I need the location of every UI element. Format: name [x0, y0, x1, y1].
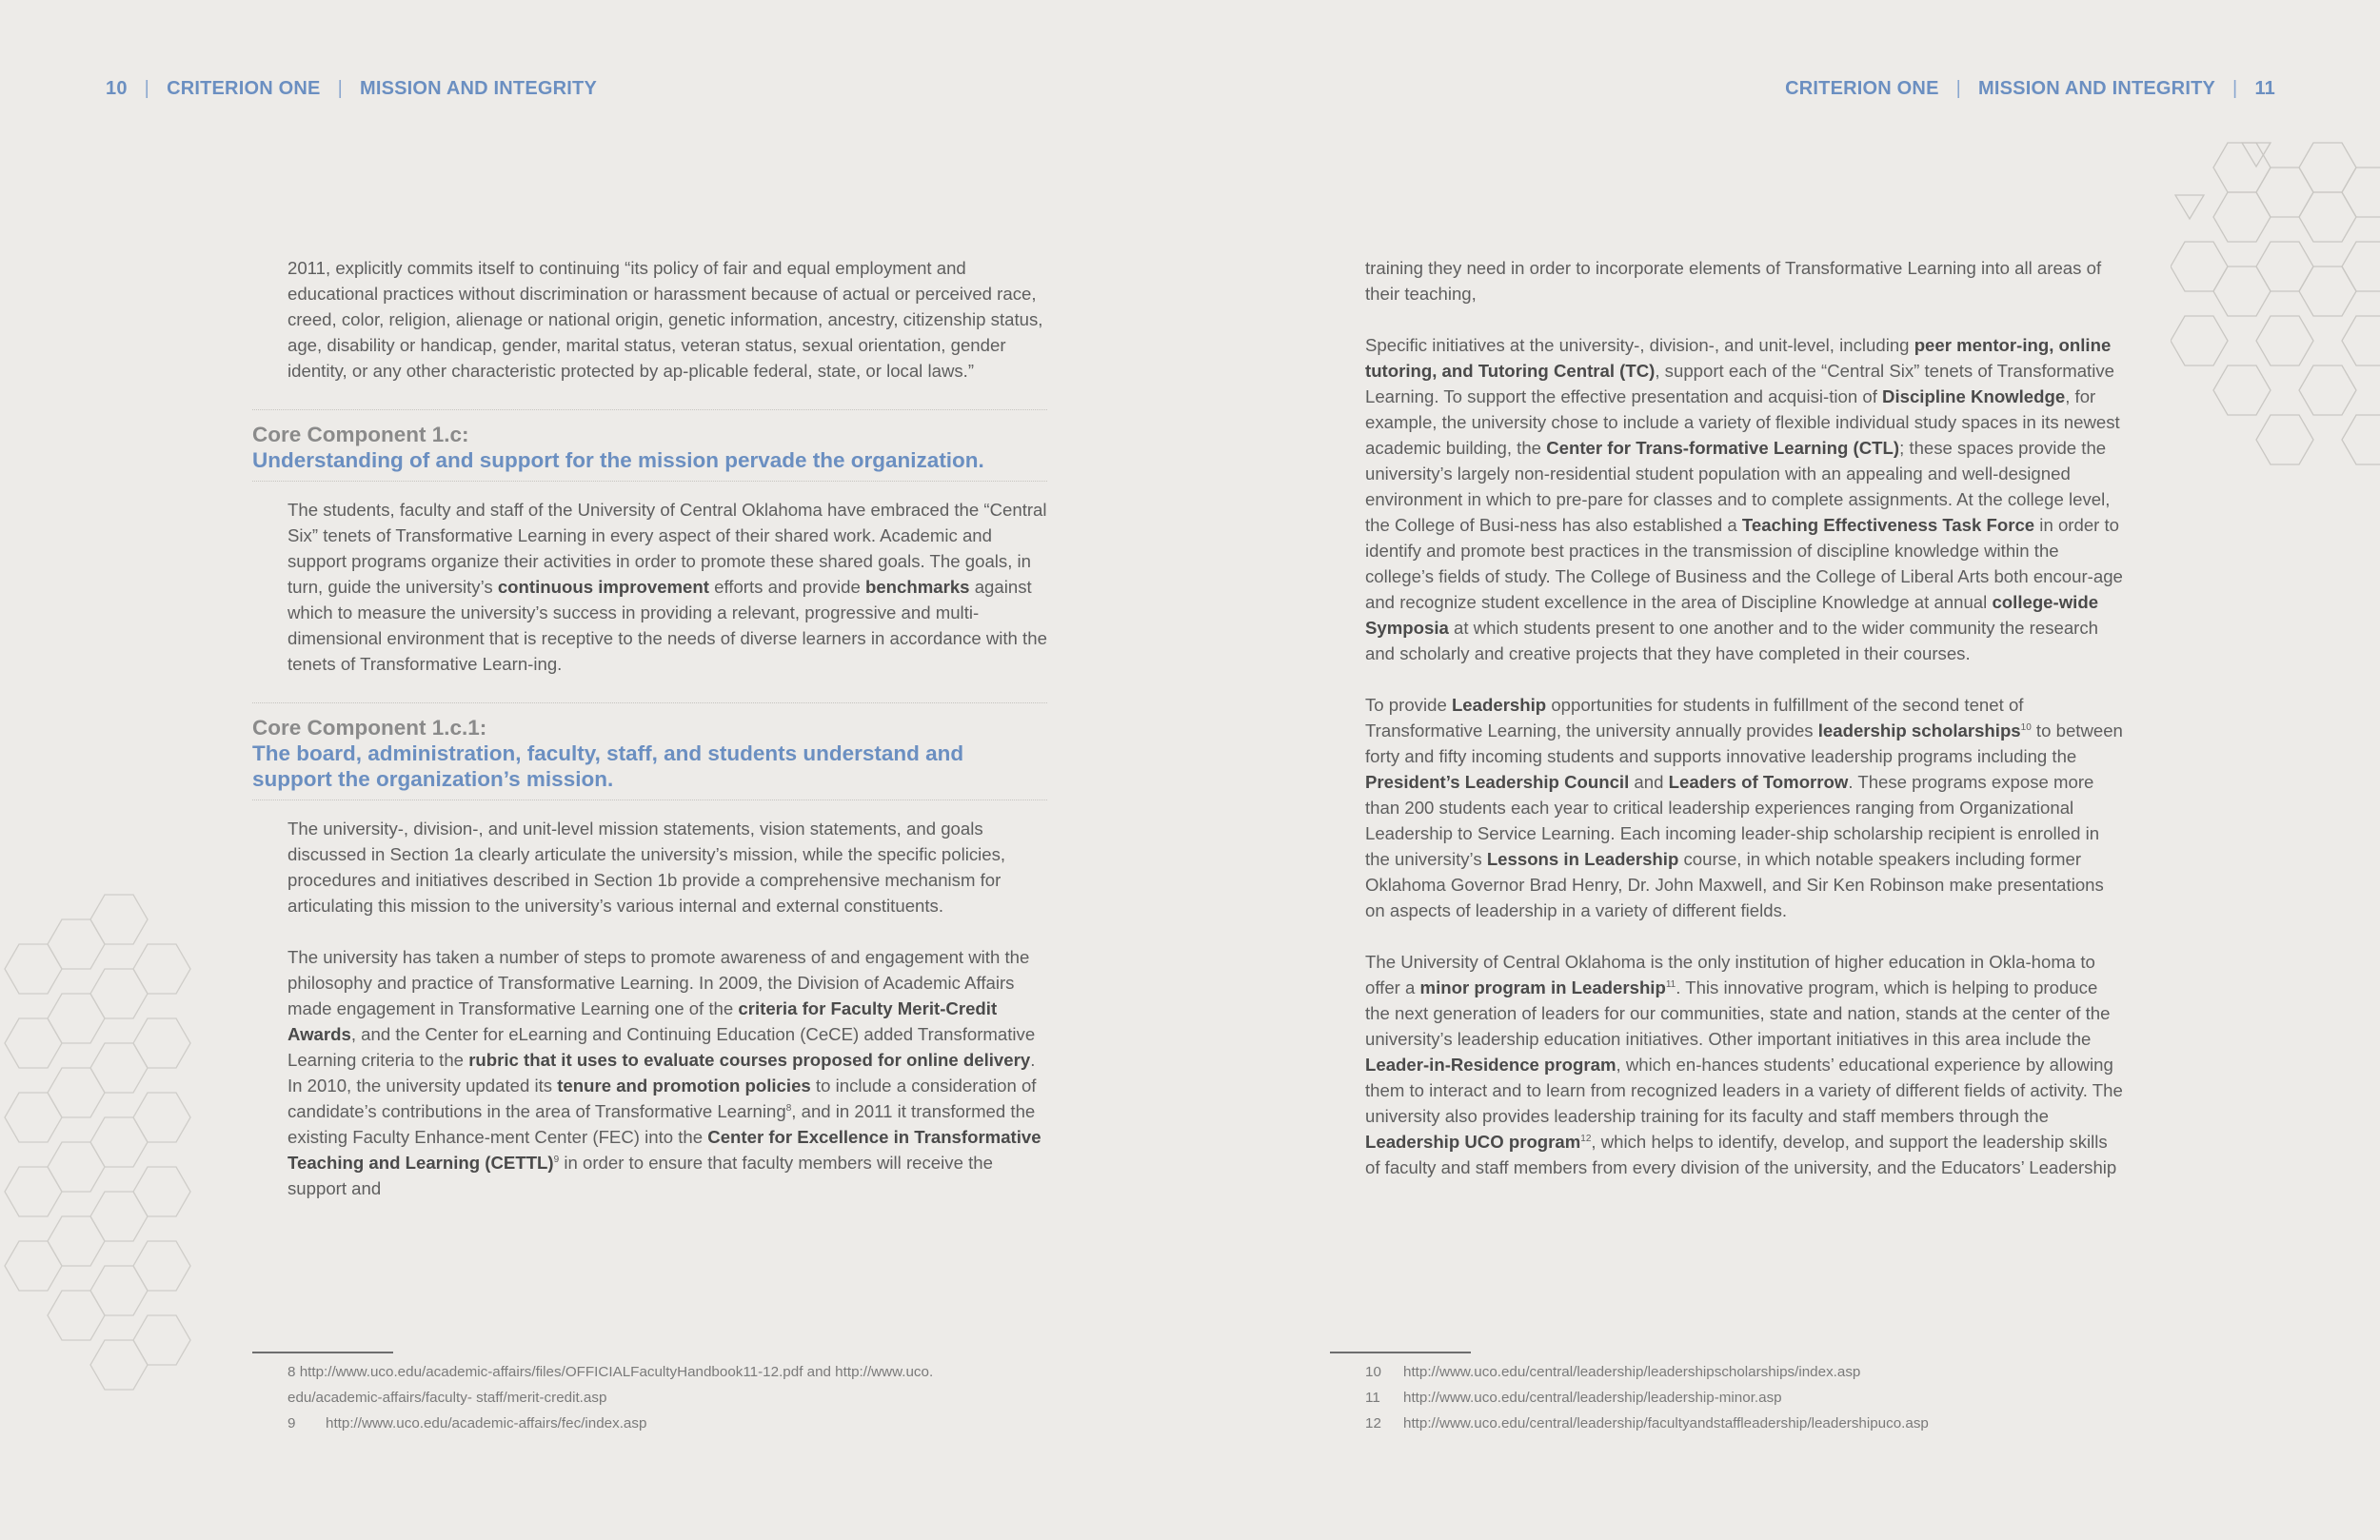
paragraph-leadership-opportunities: To provide Leadership opportunities for students in fulfillment of the second tenet of Transformative Learning, the university annually provides leadership scholarships$^{10}$ to between forty and fifty incoming students and supports innovative leadership programs including the President’s Leadership Council and Leaders of Tomorrow. These programs expose more than 200 students each year to critical leadership experiences ranging from Organizational Leadership to Service Learning. Each incoming leader-ship scholarship recipient is enrolled in the university’s Lessons in Leadership course, in which notable speakers including former Oklahoma Governor Brad Henry, Dr. John Maxwell, and Sir Ken Robinson make presentations on aspects of leadership in a variety of different fields.: [1365, 695, 2123, 920]
left-page-body: [252, 255, 1047, 1201]
paragraph-training-continued: training they need in order to incorporate elements of Transformative Learning into all areas of their teaching,: [1365, 258, 2102, 304]
footnote-rule-left: [252, 1352, 393, 1353]
running-header-right: CRITERION ONE | MISSION AND INTEGRITY | 11: [1785, 78, 2275, 99]
footnote-11: 11 http://www.uco.edu/central/leadership/leadership-minor.asp: [1365, 1390, 1782, 1406]
page-number-left: 10: [106, 78, 128, 99]
header-section-right: MISSION AND INTEGRITY: [1978, 78, 2216, 99]
paragraph-awareness-steps: The university has taken a number of steps to promote awareness of and engagement with the philosophy and practice of Transformative Learning. In 2009, the Division of Academic Affairs made engagement in Transformative Learning one of the criteria for Faculty Merit-Credit Awards, and the Center for eLearning and Continuing Education (CeCE) added Transformative Learning criteria to the rubric that it uses to evaluate courses proposed for online delivery. In 2010, the university updated its tenure and promotion policies to include a consideration of candidate’s contributions in the area of Transformative Learning$^8$, and in 2011 it transformed the existing Faculty Enhance-ment Center (FEC) into the Center for Excellence in Transformative Teaching and Learning (CETTL)$^9$ in order to ensure that faculty members will receive the support and: [288, 947, 1041, 1198]
paragraph-central-six: The students, faculty and staff of the University of Central Oklahoma have embraced the “Central Six” tenets of Transformative Learning in every aspect of their shared work. Academic and support programs organize their activities in order to promote these shared goals. The goals, in turn, guide the university’s continuous improvement efforts and provide benchmarks against which to measure the university’s success in providing a relevant, progressive and multi-dimensional environment that is receptive to the needs of diverse learners in accordance with the tenets of Transformative Learn-ing.: [288, 500, 1047, 674]
core-component-label: Core Component 1.c:: [252, 423, 469, 446]
footnotes-left: [288, 1359, 1049, 1436]
policy-quote: 2011, explicitly commits itself to continuing “its policy of fair and equal employment and educational practices without discrimination or harassment because of actual or perceived race, creed, color, religion, alienage or national origin, genetic information, ancestry, citizenship status, age, disability or handicap, gender, marital status, veteran status, sexual orientation, gender identity, or any other characteristic protected by ap-plicable federal, state, or local laws.”: [288, 258, 1043, 381]
divider: [252, 481, 1047, 482]
header-criterion-right: CRITERION ONE: [1785, 78, 1939, 99]
core-component-label: Core Component 1.c.1:: [252, 716, 487, 740]
running-header-left: 10 | CRITERION ONE | MISSION AND INTEGRITY: [106, 78, 597, 99]
footnote-9: 9 http://www.uco.edu/academic-affairs/fec/index.asp: [288, 1415, 647, 1431]
hexagon-pattern-bottom-left: [0, 890, 209, 1432]
header-criterion-left: CRITERION ONE: [167, 78, 321, 99]
paragraph-specific-initiatives: Specific initiatives at the university-, division-, and unit-level, including peer mentor-ing, online tutoring, and Tutoring Central (TC), support each of the “Central Six” tenets of Transformative Learning. To support the effective presentation and acquisi-tion of Discipline Knowledge, for example, the university chose to include a variety of flexible individual study spaces in its newest academic building, the Center for Trans-formative Learning (CTL); these spaces provide the university’s largely non-residential student population with an appealing and well-designed environment in which to pre-pare for classes and to complete assignments. At the college level, the College of Busi-ness has also established a Teaching Effectiveness Task Force in order to identify and promote best practices in the transmission of discipline knowledge within the college’s fields of study. The College of Business and the College of Liberal Arts both encour-age and recognize student excellence in the area of Discipline Knowledge at annual college-wide Symposia at which students present to one another and to the wider community the research and scholarly and creative projects that they have completed in their courses.: [1365, 335, 2123, 663]
footnote-8: 8 http://www.uco.edu/academic-affairs/files/OFFICIALFacultyHandbook11-12.pdf and http://www.uco.: [288, 1364, 934, 1380]
footnote-rule-right: [1330, 1352, 1471, 1353]
paragraph-mission-statements: The university-, division-, and unit-level mission statements, vision statements, and goals discussed in Section 1a clearly articulate the university’s mission, while the specific policies, procedures and initiatives described in Section 1b provide a comprehensive mechanism for articulating this mission to the university’s various internal and external constituents.: [288, 819, 1006, 916]
footnotes-right: [1365, 1359, 2127, 1436]
core-component-1c1: [252, 703, 1047, 800]
page-number-right: 11: [2254, 78, 2275, 99]
footnote-10: 10 http://www.uco.edu/central/leadership/leadershipscholarships/index.asp: [1365, 1364, 1861, 1380]
hexagon-pattern-top-right: [2171, 138, 2380, 519]
right-page-body: [1365, 255, 2127, 1180]
header-section-left: MISSION AND INTEGRITY: [359, 78, 597, 99]
footnote-8-continued: edu/academic-affairs/faculty- staff/merit-credit.asp: [288, 1390, 607, 1406]
paragraph-leadership-minor: The University of Central Oklahoma is the only institution of higher education in Okla-homa to offer a minor program in Leadership$^{11}$. This innovative program, which is helping to produce the next generation of leaders for our communities, state and nation, stands at the center of the university’s leadership education initiatives. Other important initiatives in this area include the Leader-in-Residence program, which en-hances students’ educational experience by allowing them to interact and to learn from recognized leaders in a variety of different fields of activity. The university also provides leadership training for its faculty and staff members through the Leadership UCO program$^{12}$, which helps to identify, develop, and support the leadership skills of faculty and staff members from every division of the university, and the Educators’ Leadership: [1365, 952, 2123, 1177]
core-component-1c: [252, 410, 1047, 481]
core-component-title: Understanding of and support for the mission pervade the organization.: [252, 448, 984, 472]
core-component-title: The board, administration, faculty, staff, and students understand and support the organization’s mission.: [252, 741, 964, 791]
footnote-12: 12 http://www.uco.edu/central/leadership/facultyandstaffleadership/leadershipuco.asp: [1365, 1415, 1929, 1431]
